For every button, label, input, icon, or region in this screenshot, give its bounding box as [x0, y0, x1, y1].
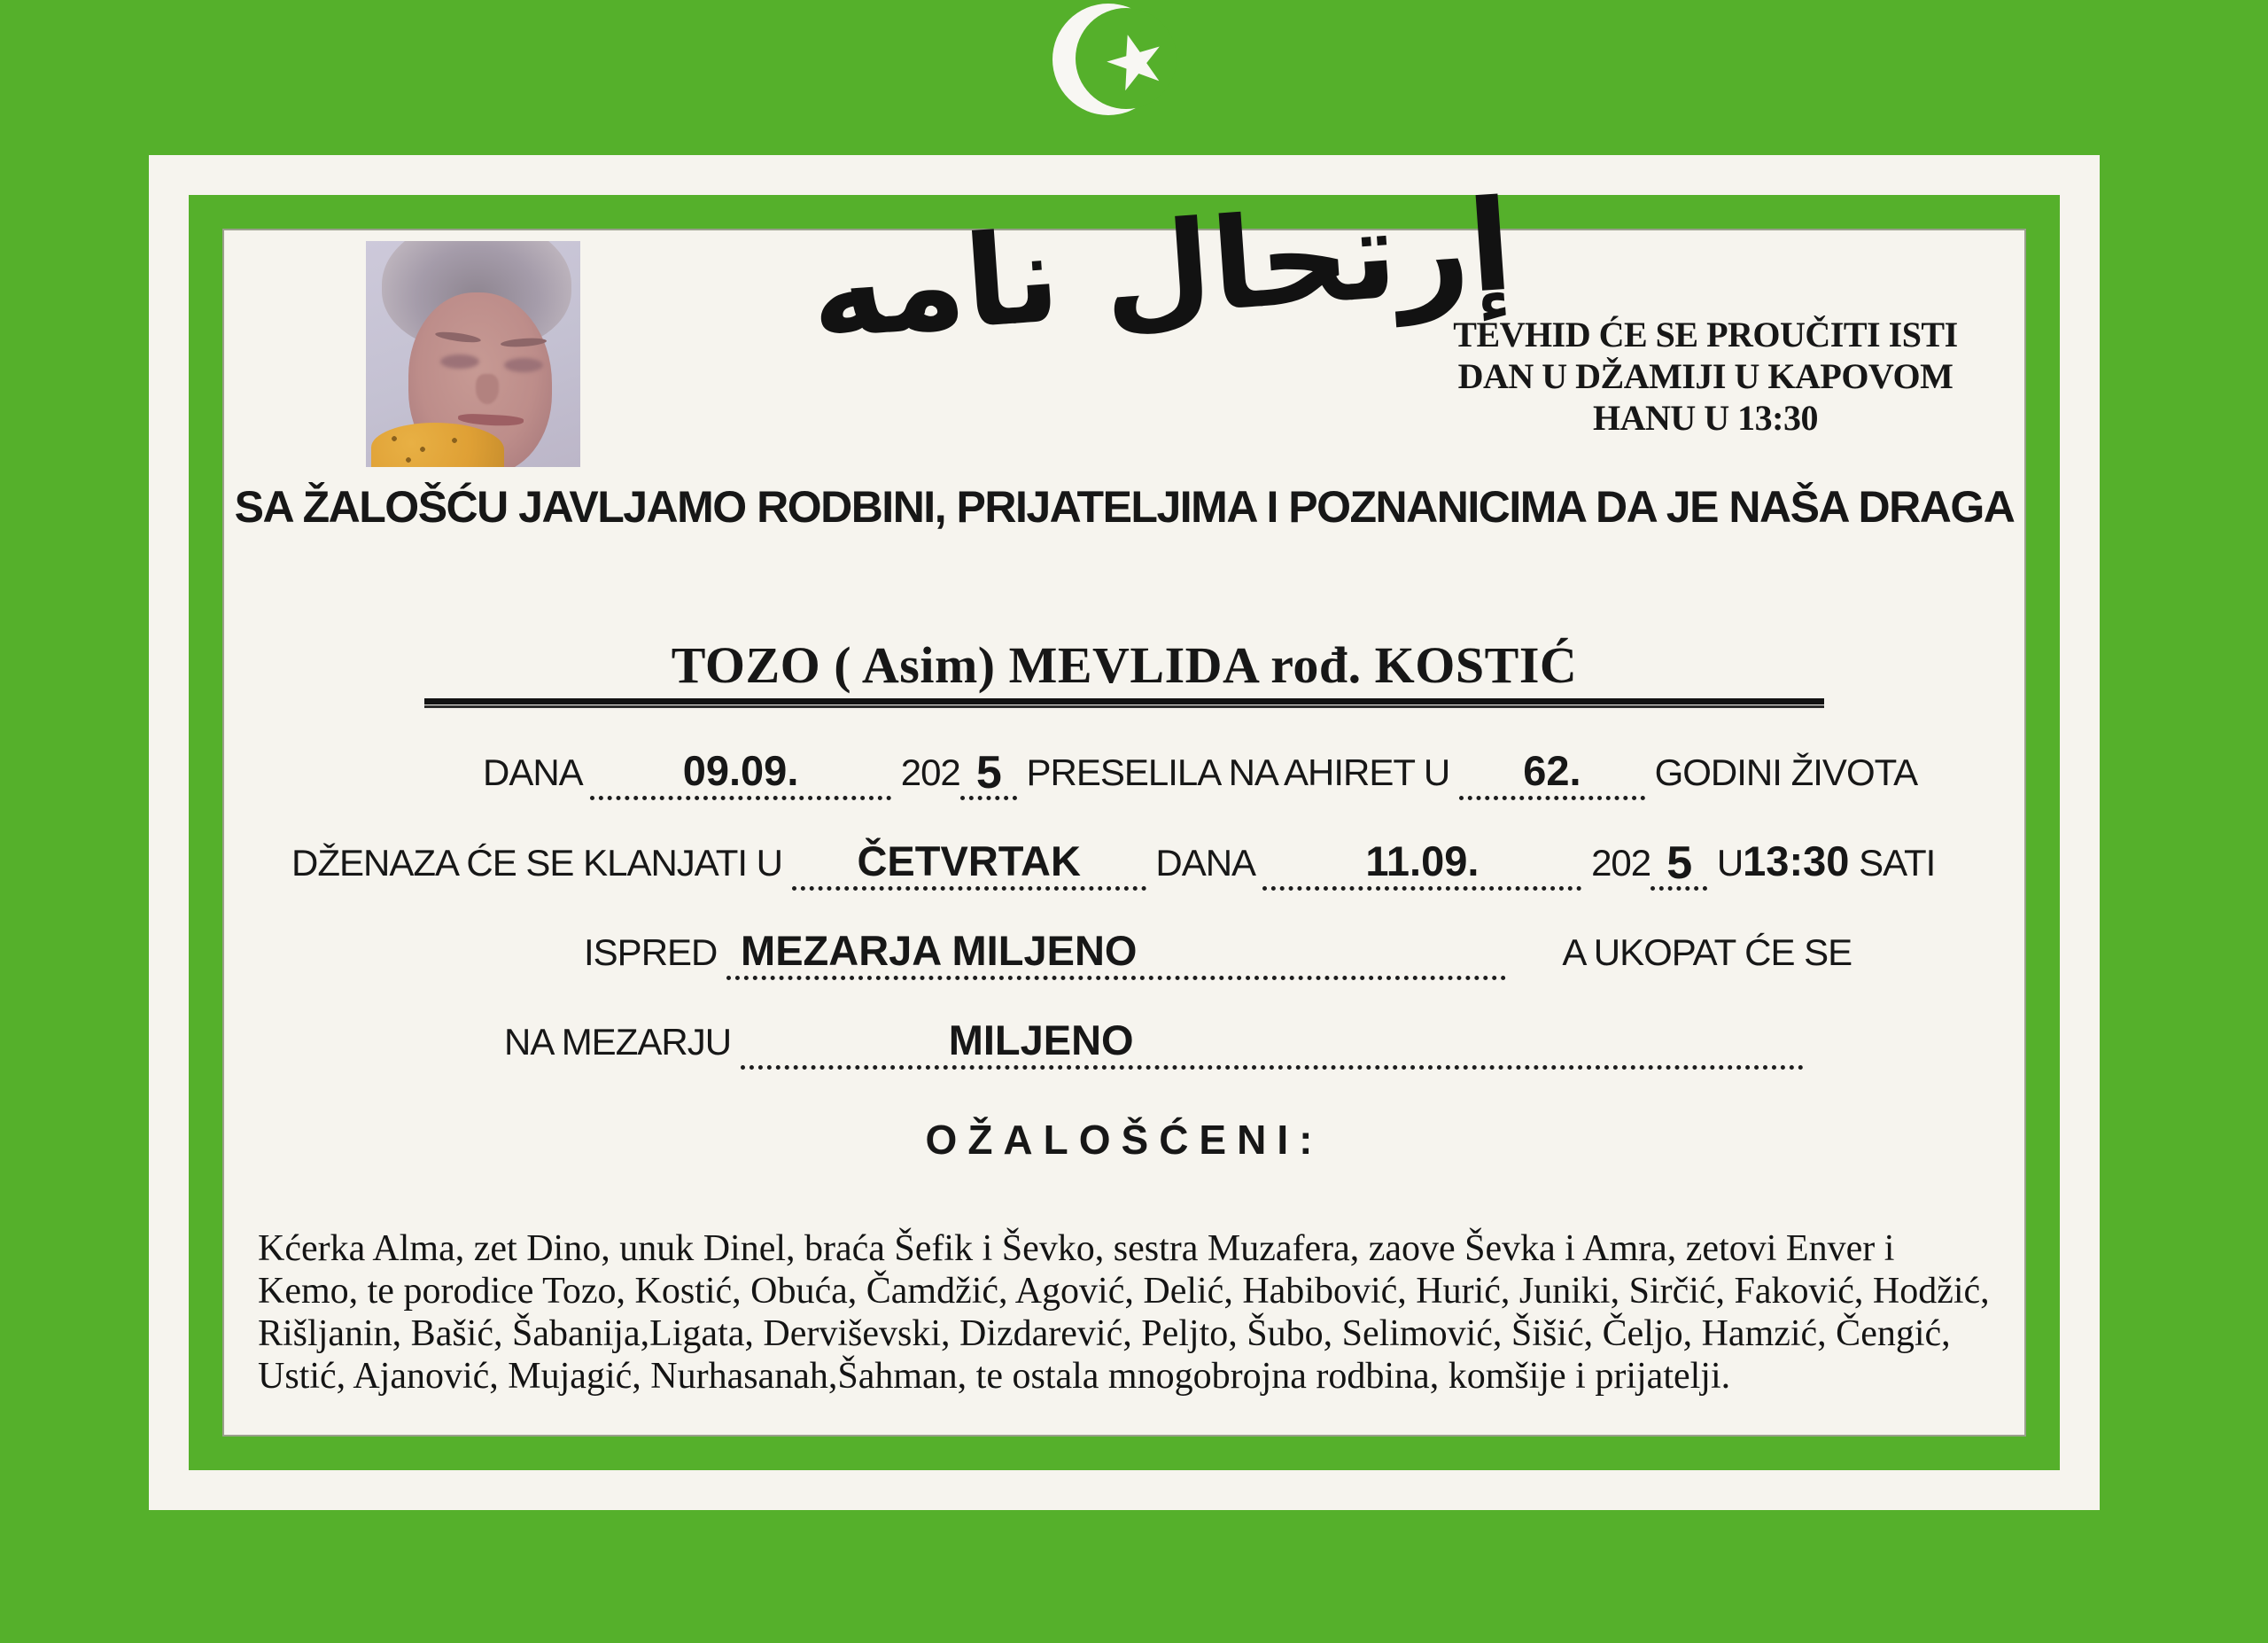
funeral-place-value: MEZARJA MILJENO	[741, 927, 1138, 974]
mourners-heading: OŽALOŠĆENI:	[925, 1117, 1324, 1163]
age-field	[1459, 748, 1645, 800]
location-row	[224, 928, 2024, 980]
cemetery-value: MILJENO	[948, 1016, 1134, 1063]
tevhid-line: HANU U 13:30	[1593, 398, 1818, 438]
label-godini-zivota: GODINI ŽIVOTA	[1654, 751, 1918, 793]
photo-clothes	[371, 423, 504, 467]
cemetery-row	[224, 1017, 2024, 1070]
label-u: U	[1716, 842, 1744, 884]
label-na-mezarju: NA MEZARJU	[504, 1021, 732, 1063]
announcement-line: SA ŽALOŠĆU JAVLJAMO RODBINI, PRIJATELJIMA I POZNANICIMA DA JE NAŠA DRAGA	[234, 482, 2015, 532]
deceased-photo	[366, 241, 580, 467]
mourners-paragraph: Kćerka Alma, zet Dino, unuk Dinel, braća Šefik i Ševko, sestra Muzafera, zaove Ševka i Amra, zetovi Enver i Kemo, te porodice Tozo, Kostić, Obuća, Čamdžić, Agović, Delić, Habibović, Hurić, Juniki, Sirčić, Faković, Hodžić, Rišljanin, Bašić, Šabanija,Ligata, Derviševski, Dizdarević, Peljto, Šubo, Selimović, Šišić, Čeljo, Hamzić, Čengić, Ustić, Ajanović, Mujagić, Nurhasanah,Šahman, te ostala mnogobrojna rodbina, komšije i prijatelji.	[258, 1228, 1990, 1397]
age-value: 62.	[1523, 747, 1581, 794]
funeral-date-value: 11.09.	[1365, 837, 1480, 884]
label-dzenaza: DŽENAZA ĆE SE KLANJATI U	[291, 842, 783, 884]
photo-nose	[476, 374, 499, 404]
funeral-date-field	[1262, 838, 1581, 891]
photo-eye	[440, 354, 479, 369]
year-fill-value: 5	[1666, 837, 1692, 889]
arabic-calligraphy-title: إرتحال نامه	[805, 172, 1518, 368]
funeral-row	[224, 837, 2024, 891]
inner-green-border	[189, 172, 2060, 1470]
funeral-time-value: 13:30	[1743, 837, 1850, 884]
death-date-value: 09.09.	[682, 747, 799, 794]
label-dana: DANA	[483, 751, 581, 793]
label-sati: SATI	[1859, 842, 1936, 884]
tevhid-line: TEVHID ĆE SE PROUČITI ISTI	[1453, 315, 1958, 354]
tevhid-line: DAN U DŽAMIJI U KAPOVOM	[1457, 356, 1953, 396]
deceased-name-block	[224, 638, 2024, 708]
crescent-and-star-icon	[1052, 4, 1169, 121]
outer-white-border	[149, 155, 2100, 1510]
label-preselila: PRESELILA NA AHIRET U	[1026, 751, 1450, 793]
funeral-place-field	[726, 928, 1506, 980]
photo-eye	[504, 358, 543, 372]
year-fill-value: 5	[975, 747, 1001, 798]
label-ispred: ISPRED	[584, 931, 718, 973]
year-field	[1651, 837, 1707, 891]
announcement-card	[222, 172, 2026, 1437]
label-dana: DANA	[1155, 842, 1254, 884]
year-prefix: 202	[1591, 842, 1651, 884]
year-field	[960, 747, 1017, 800]
funeral-day-value: ČETVRTAK	[857, 837, 1081, 884]
card-header	[224, 172, 2024, 480]
funeral-day-field	[792, 838, 1146, 891]
death-date-field	[590, 748, 891, 800]
name-underline	[424, 698, 1824, 708]
label-ukopat: A UKOPAT ĆE SE	[1562, 931, 1852, 973]
tevhid-notice	[1388, 314, 2023, 439]
deceased-name: TOZO ( Asim) MEVLIDA rođ. KOSTIĆ	[671, 636, 1578, 694]
death-date-row	[224, 747, 2024, 800]
year-prefix: 202	[900, 751, 960, 793]
cemetery-field	[741, 1017, 1804, 1070]
